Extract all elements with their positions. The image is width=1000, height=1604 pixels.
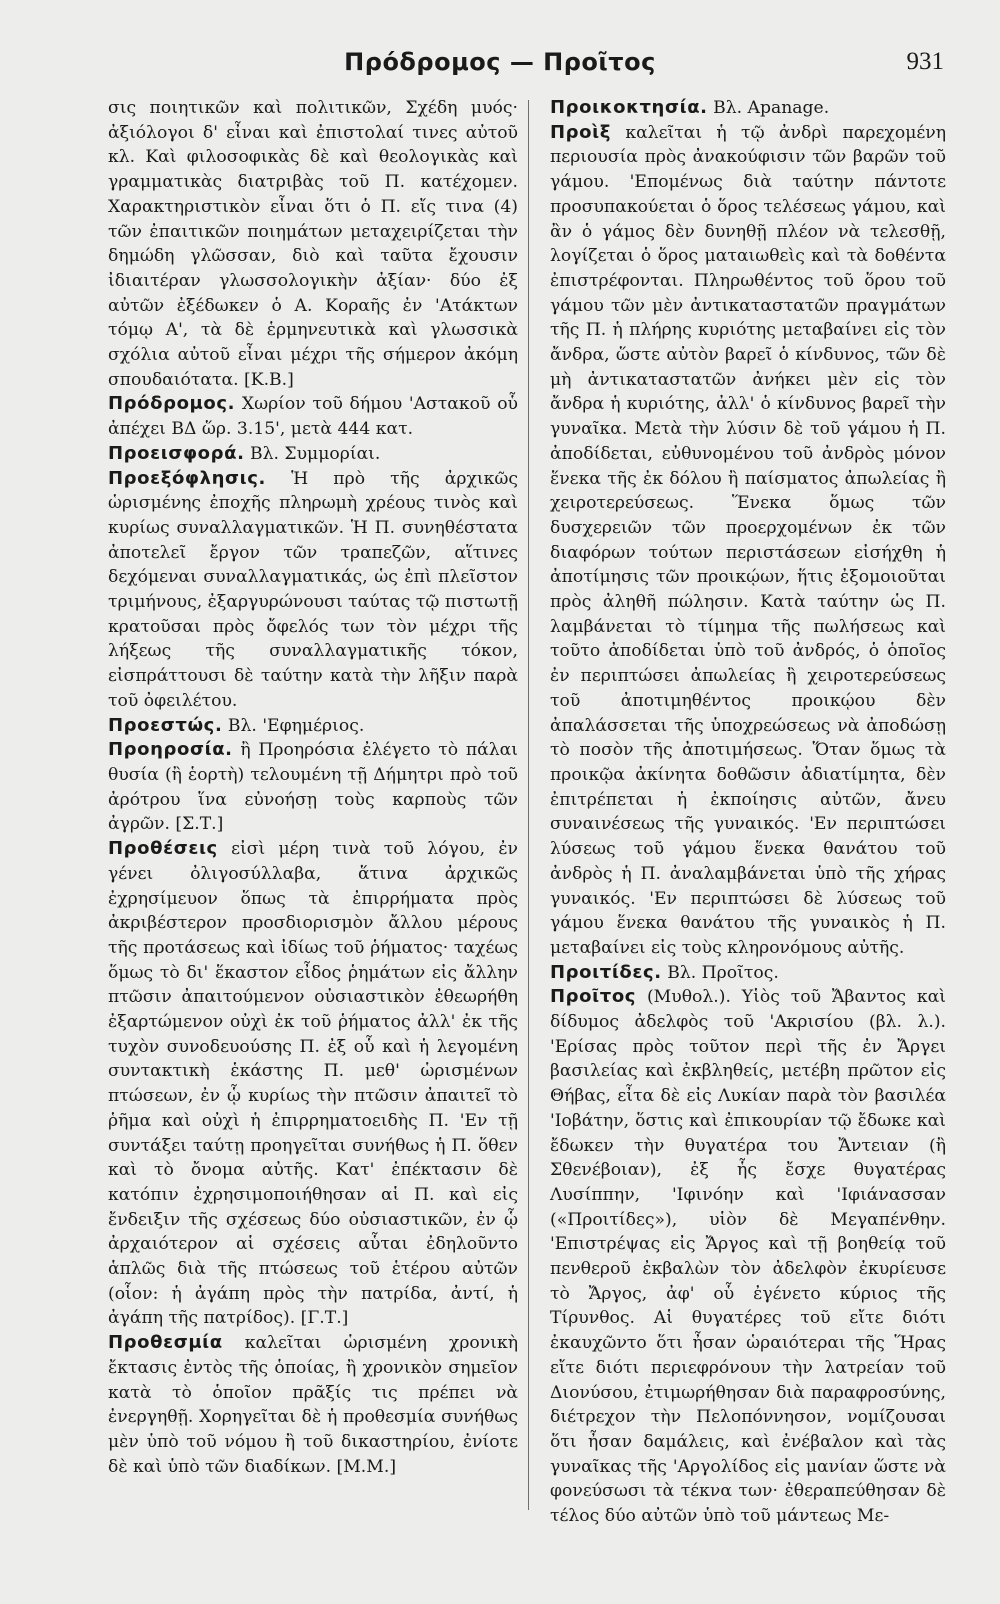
entry-text: Χωρίον τοῦ δήμου 'Αστακοῦ οὗ ἀπέχει ΒΔ ὥρ. 3.15', μετὰ 444 κατ. [108, 394, 518, 440]
entry-text: (Μυθολ.). Υἱὸς τοῦ Ἄβαντος καὶ δίδυμος ἀδελφὸς τοῦ 'Ακρισίου (βλ. λ.). 'Ερίσας πρὸς τοῦτον περὶ τῆς ἐν Ἄργει βασιλείας καὶ ἐκβληθείς, μετέβη πρῶτον εἰς Θήβας, εἶτα δὲ εἰς Λυκίαν παρὰ τὸν βασιλέα 'Ιοβάτην, ὅστις καὶ ἐπικουρίαν τῷ ἔδωκε καὶ ἔδωκεν τὴν θυγατέρα του Ἄντειαν (ἢ Σθενέβοιαν), ἐξ ἧς ἔσχε θυγατέρας Λυσίππην, 'Ιφινόην καὶ 'Ιφιάνασσαν («Προιτίδες»), υἱὸν δὲ Μεγαπένθην. 'Επιστρέψας εἰς Ἄργος καὶ τῇ βοηθείᾳ τοῦ πενθεροῦ ἐκβαλὼν τὸν ἀδελφὸν ἐκυρίευσε τὸ Ἄργος, ἀφ' οὗ ἐγένετο κύριος τῆς Τίρυνθος. Αἱ θυγατέρες τοῦ εἴτε διότι ἐκαυχῶντο ὅτι ἦσαν ὡραιότεραι τῆς Ἥρας εἴτε διότι περιεφρόνουν τὴν λατρείαν τοῦ Διονύσου, ἐτιμωρήθησαν διὰ παραφροσύνης, διέτρεχον τὴν Πελοπόννησον, νομίζουσαι ὅτι ἦσαν δαμάλεις, καὶ ἐνέβαλον καὶ τὰς γυναῖκας τῆς 'Αργολίδος εἰς μανίαν ὥστε νὰ φονεύσωσι τὰ τέκνα των· ἐθεραπεύθησαν δὲ τέλος δύο αὐτῶν ὑπὸ τοῦ μάντεως Με- [550, 987, 946, 1527]
entry-prothesmia [108, 1331, 518, 1479]
entry-headword: Πρόδρομος. [108, 393, 236, 415]
entry-headword: Προθεσμία [108, 1332, 223, 1354]
entry-protheseis [108, 837, 518, 1331]
entry-proeisfora [108, 442, 518, 467]
entry-prodromos [108, 392, 518, 441]
entry-text: Βλ. Προῖτος. [667, 962, 779, 983]
entry-proestos [108, 714, 518, 739]
entry-text: καλεῖται ἡ τῷ ἀνδρὶ παρεχομένη περιουσία πρὸς ἀνακούφισιν τῶν βαρῶν τοῦ γάμου. 'Επομένως διὰ ταύτην πάντοτε προσυπακούεται ὁ ὅρος τελέσεως γάμου, καὶ ἂν ὁ γάμος δὲν δυνηθῇ πλέον νὰ τελεσθῇ, λογίζεται ὁ ὅρος ματαιωθεὶς καὶ τὰ δοθέντα ἐπιστρέφονται. Πληρωθέντος τοῦ ὅρου τοῦ γάμου τῶν μὲν ἀντικαταστατῶν πραγμάτων τῆς Π. ἡ πλήρης κυριότης μεταβαίνει εἰς τὸν ἄνδρα, ὥστε αὐτὸν βαρεῖ ὁ κίνδυνος, τῶν δὲ μὴ ἀντικαταστατῶν ἀνήκει μὲν εἰς τὸν ἄνδρα ἡ κυριότης, ἀλλ' ὁ κίνδυνος βαρεῖ τὴν γυναῖκα. Μετὰ τὴν λύσιν δὲ τοῦ γάμου ἡ Π. ἀποδίδεται, εὐθυνομένου τοῦ ἀνδρὸς μόνον ἕνεκα τῆς ἐκ δόλου ἢ παίσματος ἀπωλείας ἢ χειροτερεύσεως. Ἕνεκα ὅμως τῶν δυσχερειῶν τῶν προερχομένων ἐκ τῶν διαφόρων τούτων περιστάσεων εἰσήχθη ἡ ἀποτίμησις τῶν προικῴων, ἥτις ἐξομοιοῦται πρὸς ἀληθῆ πώλησιν. Κατὰ ταύτην ὡς Π. λαμβάνεται τὸ τίμημα τῆς πωλήσεως καὶ τοῦτο ἀποδίδεται ὑπὸ τοῦ ἀνδρός, ὁ ὁποῖος ἐν περιπτώσει ἀπωλείας ἢ χειροτερεύσεως τοῦ ἀποτιμηθέντος προικῴου δὲν ἀπαλάσσεται τῆς ὑποχρεώσεως νὰ ἀποδώσῃ τὸ ποσὸν τῆς ἀποτιμήσεως. Ὅταν ὅμως τὰ προικῷα ἀκίνητα δοθῶσιν ἀδιατίμητα, δὲν ἐπιτρέπεται ἡ ἐκποίησις αὐτῶν, ἄνευ συναινέσεως τῆς γυναικός. 'Εν περιπτώσει λύσεως τοῦ γάμου ἕνεκα θανάτου τοῦ ἀνδρὸς ἡ Π. ἀναλαμβάνεται ὑπὸ τῆς χήρας γυναικός. 'Εν περιπτώσει δὲ λύσεως τοῦ γάμου ἕνεκα θανάτου τῆς γυναικὸς ἡ Π. μεταβαίνει εἰς τοὺς κληρονόμους αὐτῆς. [550, 122, 947, 958]
entry-text: Βλ. Συμμορίαι. [249, 443, 381, 464]
entry-headword: Προῖτος [550, 986, 637, 1008]
entry-headword: Προεξόφλησις. [108, 467, 266, 489]
entry-headword: Προεστώς. [108, 714, 223, 736]
entry-headword: Προιτίδες. [550, 961, 662, 983]
entry-text: εἰσὶ μέρη τινὰ τοῦ λόγου, ἐν γένει ὀλιγοσύλλαβα, ἅτινα ἀρχικῶς ἐχρησίμευον ὅπως τὰ ἐπιρρήματα πρὸς ἀκριβέστερον προσδιορισμὸν ἄλλου μέρους τῆς προτάσεως καὶ ἰδίως τοῦ ῥήματος· ταχέως ὅμως τὸ δι' ἕκαστον εἶδος ῥημάτων εἰς ἄλλην πτῶσιν ἀπαιτούμενον οὐσιαστικὸν ἐθεωρήθη ἐξαρτώμενον οὐχὶ ἐκ τοῦ ῥήματος ἀλλ' ἐκ τῆς τυχὸν συνοδευούσης Π. ἐξ οὗ καὶ ἡ λεγομένη συντακτικὴ ἑκάστης Π. μεθ' ὡρισμένων πτώσεων, ἐν ᾧ κυρίως τὴν πτῶσιν ἀπαιτεῖ τὸ ῥῆμα καὶ οὐχὶ ἡ ἐπιρρηματοειδὴς Π. 'Εν τῇ συντάξει ταύτῃ προηγεῖται συνήθως ἡ Π. ὅθεν καὶ τὸ ὄνομα αὐτῆς. Κατ' ἐπέκτασιν δὲ κατόπιν ἐχρησιμοποιήθησαν αἱ Π. καὶ εἰς ἔνδειξιν τῆς σχέσεως δύο οὐσιαστικῶν, ἐν ᾧ ἀρχαιότερον αἱ σχέσεις αὗται ἐδηλοῦντο ἁπλῶς διὰ τῆς πτώσεως τοῦ ἑτέρου αὐτῶν (οἷον: ἡ ἀγάπη πρὸς τὴν πατρίδα, ἀντί, ἡ ἀγάπη τῆς πατρίδος). [Γ.Τ.] [108, 839, 518, 1329]
entry-proitos [550, 985, 946, 1528]
entry-proix [550, 121, 946, 961]
entry-text: Βλ. Apanage. [713, 98, 830, 118]
left-column [108, 96, 518, 1479]
entry-text: Ἡ πρὸ τῆς ἀρχικῶς ὡρισμένης ἐποχῆς πληρωμὴ χρέους τινὸς καὶ κυρίως συναλλαγματικῶν. Ἡ Π. συνηθέστατα ἀποτελεῖ ἔργον τῶν τραπεζῶν, αἵτινες δεχόμεναι συναλλαγματικάς, ὡς ἐπὶ πλεῖστον τριμήνους, ἐξαργυρώνουσι ταύτας τῷ πιστωτῇ κρατοῦσαι πρὸς ὄφελός των τὸν μέχρι τῆς λήξεως τῆς συναλλαγματικῆς τόκον, εἰσπράττουσι δὲ ταύτην κατὰ τὴν λῆξιν παρὰ τοῦ ὀφειλέτου. [108, 468, 518, 711]
running-title: Πρόδρομος — Προῖτος [344, 48, 656, 76]
entry-text: Βλ. 'Εφημέριος. [227, 715, 365, 736]
page-header [0, 48, 1000, 88]
entry-proitides [550, 961, 946, 986]
entry-text: ἢ Προηρόσια ἐλέγετο τὸ πάλαι θυσία (ἢ ἑορτὴ) τελουμένη τῇ Δήμητρι πρὸ τοῦ ἀρότρου ἵνα εὐνοήσῃ τοὺς καρποὺς τῶν ἀγρῶν. [Σ.Τ.] [108, 740, 518, 835]
entry-text: σις ποιητικῶν καὶ πολιτικῶν, Σχέδη μυός· ἀξιόλογοι δ' εἶναι καὶ ἐπιστολαί τινες αὐτοῦ κλ. Καὶ φιλοσοφικὰς δὲ καὶ θεολογικὰς καὶ γραμματικὰς διατριβὰς τοῦ Π. κατέχομεν. Χαρακτηριστικὸν εἶναι ὅτι ὁ Π. εἴς τινα (4) τῶν ἐπαιτικῶν ποιημάτων μεταχειρίζεται τὴν δημώδη γλῶσσαν, διὸ καὶ ταῦτα ἔχουσιν ἰδιαιτέραν γλωσσολογικὴν ἀξίαν· δύο ἐξ αὐτῶν ἐξέδωκεν ὁ Α. Κοραῆς ἐν 'Ατάκτων τόμῳ Α', τὰ δὲ ἑρμηνευτικὰ καὶ γλωσσικὰ σχόλια αὐτοῦ εἶναι μέχρι τῆς σήμερον ἀκόμη σπουδαιότατα. [Κ.Β.] [108, 98, 518, 390]
entry-headword: Προεισφορά. [108, 442, 245, 464]
entry-headword: Προὶξ [550, 121, 611, 143]
entry-proirosia [108, 738, 518, 837]
column-divider [528, 100, 529, 1510]
entry-headword: Προηροσία. [108, 739, 233, 761]
entry-headword: Προθέσεις [108, 838, 218, 860]
entry-continued [108, 96, 518, 392]
entry-proikoktisia [550, 96, 946, 121]
right-column [550, 96, 946, 1529]
entry-text: καλεῖται ὡρισμένη χρονικὴ ἔκτασις ἐντὸς τῆς ὁποίας, ἢ χρονικὸν σημεῖον κατὰ τὸ ὁποῖον πρᾶξίς τις πρέπει νὰ ἐνεργηθῇ. Χορηγεῖται δὲ ἡ προθεσμία συνήθως μὲν ὑπὸ τοῦ νόμου ἢ τοῦ δικαστηρίου, ἐνίοτε δὲ καὶ ὑπὸ τῶν διαδίκων. [Μ.Μ.] [108, 1333, 518, 1477]
page-number: 931 [906, 48, 944, 75]
entry-proexoflisis [108, 467, 518, 714]
entry-headword: Προικοκτησία. [550, 97, 708, 118]
